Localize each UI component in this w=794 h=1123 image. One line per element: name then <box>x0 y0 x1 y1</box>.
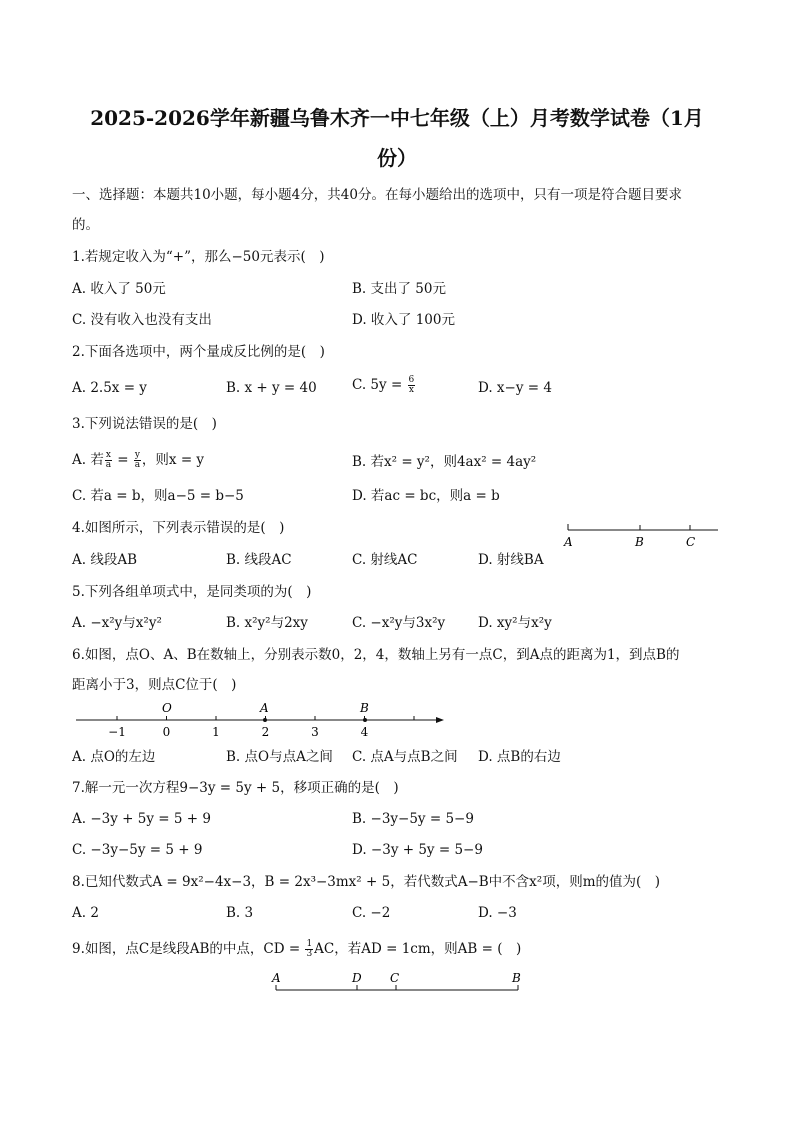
q2-option-a: A. 2.5x = y <box>72 380 147 396</box>
axis-tick-label: 3 <box>311 725 319 739</box>
q1-option-b: B. 支出了 50元 <box>352 281 446 297</box>
q3-option-b: B. 若x² = y²，则4ax² = 4ay² <box>352 454 537 470</box>
q5-option-b: B. x²y²与2xy <box>226 615 308 631</box>
question-6-stem: 6.如图，点O、A、B在数轴上，分别表示数0，2，4，数轴上另有一点C，到A点的距离为1，到点B的 <box>72 647 680 663</box>
q8-option-d: D. −3 <box>478 905 517 921</box>
q8-option-c: C. −2 <box>352 905 391 921</box>
question-1-stem: 1.若规定收入为“+”，那么−50元表示( ) <box>72 249 325 265</box>
q1-option-d: D. 收入了 100元 <box>352 312 455 328</box>
q3-option-d: D. 若ac = bc，则a = b <box>352 488 500 504</box>
point-label-b: B <box>512 971 521 985</box>
question-9-stem: 9.如图，点C是线段AB的中点，CD = $\frac{1}{3}$ AC，若AD = 1cm，则AB = ( ) <box>72 939 522 959</box>
q1-option-c: C. 没有收入也没有支出 <box>72 312 212 328</box>
section-header-cont: 的。 <box>72 217 99 233</box>
q5-option-a: A. −x²y与x²y² <box>72 615 162 631</box>
q8-option-b: B. 3 <box>226 905 254 921</box>
q7-option-c: C. −3y−5y = 5 + 9 <box>72 842 203 858</box>
axis-tick-label: 0 <box>162 725 171 739</box>
q2-option-b: B. x + y = 40 <box>226 380 317 396</box>
question-3-stem: 3.下列说法错误的是( ) <box>72 416 217 432</box>
fraction: $\frac{x}{a}$ <box>105 450 112 470</box>
q1-option-a: A. 收入了 50元 <box>72 281 166 297</box>
q6-option-c: C. 点A与点B之间 <box>352 749 458 765</box>
point-label-c: C <box>686 535 696 549</box>
point-label-o: O <box>162 701 172 715</box>
axis-tick-label: 4 <box>360 725 369 739</box>
q3-option-c: C. 若a = b，则a−5 = b−5 <box>72 488 244 504</box>
question-2-stem: 2.下面各选项中，两个量成反比例的是( ) <box>72 344 325 360</box>
page-title: 2025-2026学年新疆乌鲁木齐一中七年级（上）月考数学试卷（1月 份） <box>90 106 704 170</box>
q6-option-d: D. 点B的右边 <box>478 749 561 765</box>
q4-option-a: A. 线段AB <box>72 552 138 568</box>
question-5-stem: 5.下列各组单项式中，是同类项的为( ) <box>72 584 312 600</box>
q2-option-c: C. 5y = $\frac{6}{x}$ <box>352 375 415 395</box>
point-label-b: B <box>635 535 644 549</box>
q4-option-d: D. 射线BA <box>478 552 544 568</box>
q8-option-a: A. 2 <box>72 905 99 921</box>
fraction: $\frac{1}{3}$ <box>306 939 313 959</box>
fraction: $\frac{y}{a}$ <box>134 450 141 470</box>
q7-option-d: D. −3y + 5y = 5−9 <box>352 842 483 858</box>
q7-option-a: A. −3y + 5y = 5 + 9 <box>72 811 211 827</box>
point-label-b: B <box>360 701 369 715</box>
point-label-a: A <box>564 535 573 549</box>
q4-line-figure <box>560 518 725 550</box>
axis-tick-label: 1 <box>212 725 220 739</box>
q7-option-b: B. −3y−5y = 5−9 <box>352 811 474 827</box>
q4-option-b: B. 线段AC <box>226 552 292 568</box>
point-b-dot <box>363 718 367 722</box>
q5-option-c: C. −x²y与3x²y <box>352 615 446 631</box>
q6-option-a: A. 点O的左边 <box>72 749 156 765</box>
q3-option-a: A. 若 $\frac{x}{a}$ = $\frac{y}{a}$ ，则x = y <box>72 450 205 470</box>
fraction: $\frac{6}{x}$ <box>408 375 415 395</box>
q2-option-d: D. x−y = 4 <box>478 380 552 396</box>
arrow-right-icon <box>436 717 444 723</box>
question-8-stem: 8.已知代数式A = 9x²−4x−3，B = 2x³−3mx² + 5，若代数式A−B中不含x²项，则m的值为( ) <box>72 874 661 890</box>
q6-option-b: B. 点O与点A之间 <box>226 749 333 765</box>
q6-number-line <box>72 698 452 742</box>
question-6-stem-cont: 距离小于3，则点C位于( ) <box>72 677 237 693</box>
point-label-a: A <box>272 971 281 985</box>
question-7-stem: 7.解一元一次方程9−3y = 5y + 5，移项正确的是( ) <box>72 780 399 796</box>
point-a-dot <box>263 718 267 722</box>
section-header: 一、选择题：本题共10小题，每小题4分，共40分。在每小题给出的选项中，只有一项是符合题目要求 <box>72 187 682 203</box>
question-4-stem: 4.如图所示，下列表示错误的是( ) <box>72 520 285 536</box>
q5-option-d: D. xy²与x²y <box>478 615 552 631</box>
q9-segment-figure <box>268 968 528 998</box>
axis-tick-label: 2 <box>261 725 270 739</box>
q4-option-c: C. 射线AC <box>352 552 418 568</box>
axis-tick-label: −1 <box>108 725 126 739</box>
point-label-d: D <box>352 971 362 985</box>
point-label-c: C <box>390 971 400 985</box>
point-label-a: A <box>260 701 269 715</box>
